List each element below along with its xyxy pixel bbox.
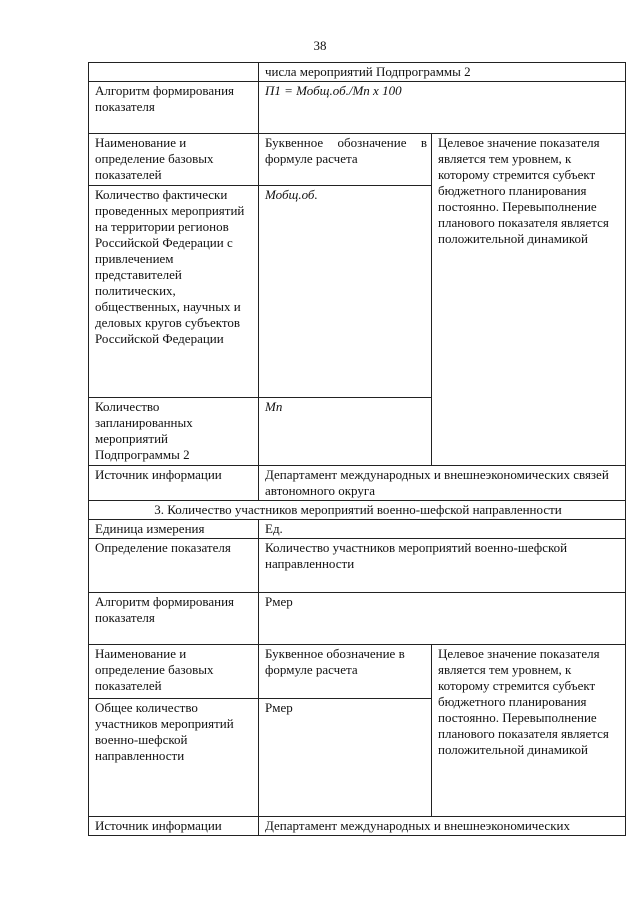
indicator-table — [88, 62, 626, 836]
page-number: 38 — [313, 38, 327, 53]
actual-events-label: Количество фактически проведенных мероприятий на территории регионов Российской Федерации с привлечением представителей политических, общественных, научных и деловых кругов субъектов Российской Федерации — [89, 186, 259, 398]
target-value-note: Целевое значение показателя является тем уровнем, к которому стремится субъект бюджетного планирования постоянно. Перевыполнение планового показателя является положительной динамикой — [432, 134, 626, 466]
source-label: Источник информации — [89, 817, 259, 836]
table-row — [89, 82, 626, 134]
algorithm-label: Алгоритм формирования показателя — [89, 82, 259, 134]
table-row — [89, 63, 626, 82]
top-continuation: числа мероприятий Подпрограммы 2 — [259, 63, 626, 82]
total-participants-symbol: Рмер — [259, 699, 432, 817]
table-row — [89, 817, 626, 836]
letter-designation-header: Буквенное обозначение в формуле расчета — [259, 645, 432, 699]
section-title: 3. Количество участников мероприятий военно-шефской направленности — [89, 501, 626, 520]
table-row — [89, 501, 626, 520]
algorithm-label: Алгоритм формирования показателя — [89, 593, 259, 645]
source-value: Департамент международных и внешнеэкономических — [259, 817, 626, 836]
definition-label: Определение показателя — [89, 539, 259, 593]
target-value-note: Целевое значение показателя является тем уровнем, к которому стремится субъект бюджетного планирования постоянно. Перевыполнение планового показателя является положительной динамикой — [432, 645, 626, 817]
unit-label: Единица измерения — [89, 520, 259, 539]
algorithm-formula: П1 = Мобщ.об./Мп x 100 — [259, 82, 626, 134]
table-row — [89, 593, 626, 645]
table-row — [89, 539, 626, 593]
total-participants-label: Общее количество участников мероприятий военно-шефской направленности — [89, 699, 259, 817]
actual-events-symbol: Мобщ.об. — [259, 186, 432, 398]
source-label: Источник информации — [89, 466, 259, 501]
source-value: Департамент международных и внешнеэкономических связей автономного округа — [259, 466, 626, 501]
definition-value: Количество участников мероприятий военно-шефской направленности — [259, 539, 626, 593]
base-indicators-label: Наименование и определение базовых показателей — [89, 134, 259, 186]
unit-value: Ед. — [259, 520, 626, 539]
planned-events-label: Количество запланированных мероприятий Подпрограммы 2 — [89, 398, 259, 466]
table-row — [89, 645, 626, 699]
letter-designation-header: Буквенное обозначение в формуле расчета — [259, 134, 432, 186]
table-cell — [89, 63, 259, 82]
table-row — [89, 466, 626, 501]
table-row — [89, 134, 626, 186]
planned-events-symbol: Мп — [259, 398, 432, 466]
table-row — [89, 520, 626, 539]
algorithm-value: Рмер — [259, 593, 626, 645]
base-indicators-label: Наименование и определение базовых показателей — [89, 645, 259, 699]
